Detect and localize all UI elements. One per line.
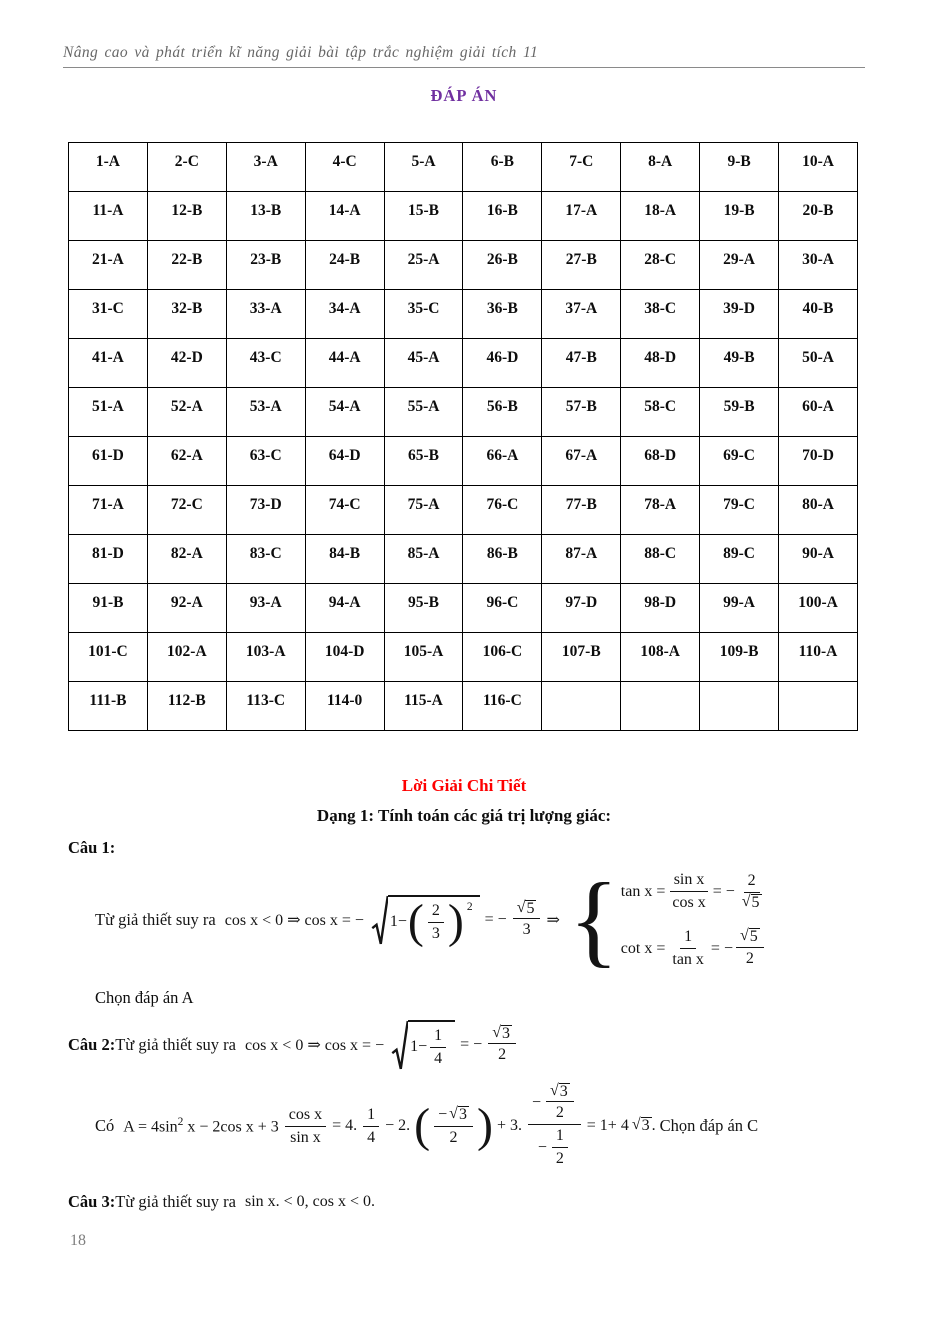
radical-sign-icon: √ [739,927,749,945]
answer-cell [621,682,700,731]
cau1-intro-text: Từ giả thiết suy ra [95,910,216,929]
equation-system [621,870,769,970]
answer-cell: 42-D [147,339,226,388]
answer-cell: 47-B [542,339,621,388]
answer-cell: 11-A [69,192,148,241]
fraction-sqrt3-2 [488,1025,516,1066]
answer-cell: 107-B [542,633,621,682]
answer-cell: 39-D [700,290,779,339]
cau2-label: Câu 2: [68,1035,116,1054]
answer-cell: 16-B [463,192,542,241]
system-row-cot [621,927,769,970]
denominator: 2 [555,1150,564,1168]
answer-cell: 101-C [69,633,148,682]
answer-cell: 23-B [226,241,305,290]
answer-cell: 76-C [463,486,542,535]
answer-cell: 1-A [69,143,148,192]
radical-sign-icon: √ [550,1081,559,1099]
numerator: 1 [363,1105,379,1127]
cau2-a-mid: x − 2cos x + 3 [187,1118,279,1136]
answer-cell: 15-B [384,192,463,241]
answer-cell: 6-B [463,143,542,192]
answer-cell: 29-A [700,241,779,290]
cot-lhs: cot x = [620,939,666,957]
numerator: 2 [744,871,760,893]
answer-cell: 74-C [305,486,384,535]
answer-cell: 91-B [69,584,148,633]
cau1-label: Câu 1: [68,838,116,857]
answer-cell: 19-B [700,192,779,241]
minus-sign: − [537,1138,547,1156]
answer-cell: 49-B [700,339,779,388]
answer-cell: 95-B [384,584,463,633]
answer-cell: 66-A [463,437,542,486]
radicand: 3 [641,1117,650,1135]
answer-cell: 32-B [147,290,226,339]
answer-cell: 55-A [384,388,463,437]
answer-cell: 53-A [226,388,305,437]
cot-mid: = − [710,939,733,957]
answer-cell: 26-B [463,241,542,290]
denominator: 2 [449,1128,458,1146]
denominator: 3 [431,924,440,942]
answer-cell: 85-A [384,535,463,584]
radical-expression [371,895,480,946]
answer-cell: 37-A [542,290,621,339]
denominator: 4 [434,1049,443,1067]
exponent: 2 [177,1115,184,1128]
fraction-1-4 [363,1105,379,1148]
answer-cell: 35-C [384,290,463,339]
answer-cell: 86-B [463,535,542,584]
radical-sign-icon: √ [449,1104,458,1122]
answer-cell: 98-D [621,584,700,633]
cau2-result: = 1+ 4 [586,1117,629,1134]
answer-cell: 112-B [147,682,226,731]
denominator: tan x [672,951,704,968]
answer-cell: 8-A [621,143,700,192]
numerator: 2 [428,901,444,923]
answer-cell: 109-B [700,633,779,682]
cau3-label: Câu 3: [68,1192,116,1211]
answer-cell: 54-A [305,388,384,437]
answer-cell [779,682,858,731]
denominator [738,893,766,912]
table-row [69,388,858,437]
answer-cell: 44-A [305,339,384,388]
denominator: 2 [555,1104,564,1122]
radical-sign-icon [391,1020,408,1071]
answer-cell: 65-B [384,437,463,486]
answer-cell: 103-A [226,633,305,682]
answer-cell: 106-C [463,633,542,682]
answer-cell: 25-A [384,241,463,290]
answer-cell: 41-A [69,339,148,388]
sqrt-5 [517,900,537,918]
numerator [736,928,764,948]
answer-cell: 71-A [69,486,148,535]
numerator [513,900,541,920]
table-row [69,633,858,682]
answer-cell: 100-A [779,584,858,633]
answer-cell: 56-B [463,388,542,437]
answer-cell: 22-B [147,241,226,290]
answer-cell: 45-A [384,339,463,388]
radical-sign-icon: √ [741,893,751,911]
minus-sign: − [438,1105,448,1123]
answer-cell: 84-B [305,535,384,584]
page-header [63,44,865,68]
table-row [69,192,858,241]
answer-cell: 104-D [305,633,384,682]
answer-cell: 83-C [226,535,305,584]
answer-cell: 20-B [779,192,858,241]
denominator: 3 [522,921,531,939]
answer-cell: 33-A [226,290,305,339]
answer-cell: 57-B [542,388,621,437]
cau2-eq-lead: cos x < 0 ⇒ cos x = − [244,1037,385,1054]
table-row [69,584,858,633]
radical-expression [391,1020,455,1071]
denominator: 2 [745,949,754,967]
fraction-negsqrt3-2 [434,1105,473,1148]
answer-cell: 105-A [384,633,463,682]
numerator [528,1083,581,1126]
sqrt-5 [740,928,760,946]
answer-cell: 113-C [226,682,305,731]
answer-cell: 60-A [779,388,858,437]
answer-cell: 59-B [700,388,779,437]
solutions-title: Lời Giải Chi Tiết [401,776,527,795]
system-row-tan [621,870,769,913]
table-row [69,437,858,486]
answer-cell: 52-A [147,388,226,437]
answer-cell: 3-A [226,143,305,192]
numerator: 1 [430,1026,446,1048]
implies-arrow: ⇒ [546,912,560,929]
cau3-intro-text: Từ giả thiết suy ra [115,1192,236,1211]
answer-cell: 110-A [779,633,858,682]
answer-cell: 115-A [384,682,463,731]
answer-cell: 48-D [621,339,700,388]
denominator: 2 [498,1046,507,1064]
answer-cell: 87-A [542,535,621,584]
radicand: 3 [559,1082,568,1100]
table-row [69,339,858,388]
answer-cell: 80-A [779,486,858,535]
answer-cell: 14-A [305,192,384,241]
table-row [69,143,858,192]
cau2-line1 [68,1016,519,1074]
numerator: cos x [285,1105,326,1127]
answer-cell: 94-A [305,584,384,633]
fraction-1-tanx [668,927,708,970]
answer-cell: 88-C [621,535,700,584]
answer-cell: 31-C [69,290,148,339]
answer-cell: 18-A [621,192,700,241]
answer-cell: 4-C [305,143,384,192]
cau1-eq-mid: = − [484,911,507,928]
radical-sign-icon: √ [631,1116,641,1134]
answer-cell: 17-A [542,192,621,241]
sqrt-3 [550,1083,570,1101]
denominator: cos x [672,894,706,911]
radicand: 1− ( $\frac{2}{3}$ ) 2 [388,895,480,946]
answer-cell: 38-C [621,290,700,339]
answer-cell: 43-C [226,339,305,388]
answer-cell: 82-A [147,535,226,584]
fraction-1-4 [430,1026,446,1069]
tan-mid: = − [712,882,735,900]
answer-cell: 61-D [69,437,148,486]
fraction-sinx-cosx [668,870,709,913]
answer-cell: 90-A [779,535,858,584]
answer-cell: 102-A [147,633,226,682]
numerator [546,1083,574,1103]
numerator: 1 [680,927,696,949]
answer-cell: 70-D [779,437,858,486]
exponent: 2 [466,900,473,913]
denominator: 4 [367,1128,376,1146]
answer-table-wrapper [68,142,858,731]
table-row [69,241,858,290]
radicand: 5 [751,894,760,912]
book-title: Nâng cao và phát triển kĩ năng giải bài tập trắc nghiệm giải tích 11 [63,44,539,61]
answer-cell: 12-B [147,192,226,241]
radical-sign-icon [371,895,388,946]
cau2-intro-text: Từ giả thiết suy ra [115,1035,236,1054]
answer-cell: 63-C [226,437,305,486]
fraction-2-sqrt5 [738,871,766,912]
cau2-minus2: − 2. [385,1117,411,1134]
answer-cell: 97-D [542,584,621,633]
answer-cell [542,682,621,731]
answer-cell: 111-B [69,682,148,731]
fraction-sqrt5-3 [513,900,541,941]
table-row [69,290,858,339]
answer-cell: 58-C [621,388,700,437]
numerator: sin x [670,870,709,892]
radicand: 3 [458,1105,467,1123]
answer-cell: 27-B [542,241,621,290]
answer-cell: 24-B [305,241,384,290]
answer-cell: 68-D [621,437,700,486]
fraction-sqrt5-2 [736,928,764,969]
cau2-eq-mid: = − [460,1036,483,1053]
sqrt-5 [742,894,762,912]
fraction-2-3 [428,901,444,944]
radicand-lead: 1− [389,913,407,930]
answer-cell: 40-B [779,290,858,339]
answer-cell: 9-B [700,143,779,192]
answer-cell: 30-A [779,241,858,290]
answer-cell: 64-D [305,437,384,486]
answer-cell: 36-B [463,290,542,339]
answer-cell: 7-C [542,143,621,192]
cau2-a-eq: A = 4sin [123,1118,178,1136]
table-row [69,535,858,584]
numerator [434,1105,473,1127]
answer-cell: 62-A [147,437,226,486]
answer-cell: 92-A [147,584,226,633]
minus-sign: − [531,1093,541,1111]
radical-sign-icon: √ [492,1023,501,1041]
cau2-expr-lead [123,1116,279,1136]
answer-cell: 77-B [542,486,621,535]
page-number: 18 [70,1232,86,1249]
sqrt-3 [632,1117,652,1135]
cau2-answer-choice: Chọn đáp án C [659,1116,759,1135]
cau2-co-text: Có [95,1116,115,1135]
answer-cell: 89-C [700,535,779,584]
answer-table [68,142,858,731]
denominator: sin x [290,1128,321,1146]
answer-cell: 67-A [542,437,621,486]
radicand-lead: 1− [410,1038,428,1055]
answer-cell: 78-A [621,486,700,535]
answer-cell: 5-A [384,143,463,192]
answer-cell: 79-C [700,486,779,535]
answer-cell: 2-C [147,143,226,192]
answer-cell: 93-A [226,584,305,633]
numerator [488,1025,516,1045]
radicand: 5 [526,899,535,917]
cau2-eq4: = 4. [332,1117,358,1134]
numerator: 1 [552,1126,568,1148]
page-title: ĐÁP ÁN [430,86,498,105]
cau1-eq-lead: cos x < 0 ⇒ cos x = − [224,912,364,929]
period: . [651,1117,656,1134]
sqrt-3 [492,1025,512,1043]
table-row [69,486,858,535]
cau3-line [68,1190,378,1214]
sqrt-3 [449,1106,469,1124]
answer-cell: 116-C [463,682,542,731]
answer-cell: 10-A [779,143,858,192]
answer-cell: 108-A [621,633,700,682]
cau2-line2: Có $A = 4\sin^2$ x − 2cos x + 3 $\frac{\text{cos x}}{\text{sin x}}$ = 4. $\frac{1}{4}$ − 2. ( − √ 3 2 ) + 3. − √ 3 2 − $\frac{1}{2}$ = 1+ 4 √ 3 . Chọn đáp án C [95,1081,759,1168]
radicand: 3 [501,1024,510,1042]
tan-lhs: tan x = [620,882,666,900]
radicand [408,1020,455,1071]
answer-cell: 51-A [69,388,148,437]
answer-cell: 99-A [700,584,779,633]
cau3-math: sin x. < 0, cos x < 0. [244,1193,376,1210]
answer-cell: 72-C [147,486,226,535]
answer-cell: 75-A [384,486,463,535]
answer-cell [700,682,779,731]
fraction-sqrt3-2 [546,1083,574,1124]
answer-cell: 13-B [226,192,305,241]
cau2-plus3: + 3. [496,1117,522,1134]
answer-cell: 50-A [779,339,858,388]
big-fraction [528,1083,581,1170]
answer-cell: 73-D [226,486,305,535]
answer-cell: 34-A [305,290,384,339]
denominator [534,1125,575,1169]
section-heading-dang1: Dạng 1: Tính toán các giá trị lượng giác: [316,806,612,825]
fraction-1-2 [552,1126,568,1169]
cau1-formula: Từ giả thiết suy ra cos x < 0 ⇒ cos x = − 1− ( $\frac{2}{3}$ ) 2 = − √ 5 3 ⇒ { tan x = $\frac{\text{sin x}}{\text{cos x}}$ = − 2 √ 5 cot x = $\frac{1}{\text{tan x}}$ = − √ 5 2 [95,862,769,978]
answer-cell: 21-A [69,241,148,290]
radicand: 5 [749,928,758,946]
answer-cell: 28-C [621,241,700,290]
answer-cell: 46-D [463,339,542,388]
cau1-answer-choice: Chọn đáp án A [95,988,194,1007]
answer-cell: 114-0 [305,682,384,731]
answer-cell: 69-C [700,437,779,486]
answer-cell: 81-D [69,535,148,584]
radical-sign-icon: √ [516,898,526,916]
answer-cell: 96-C [463,584,542,633]
fraction-cosx-sinx [285,1105,326,1148]
table-row [69,682,858,731]
